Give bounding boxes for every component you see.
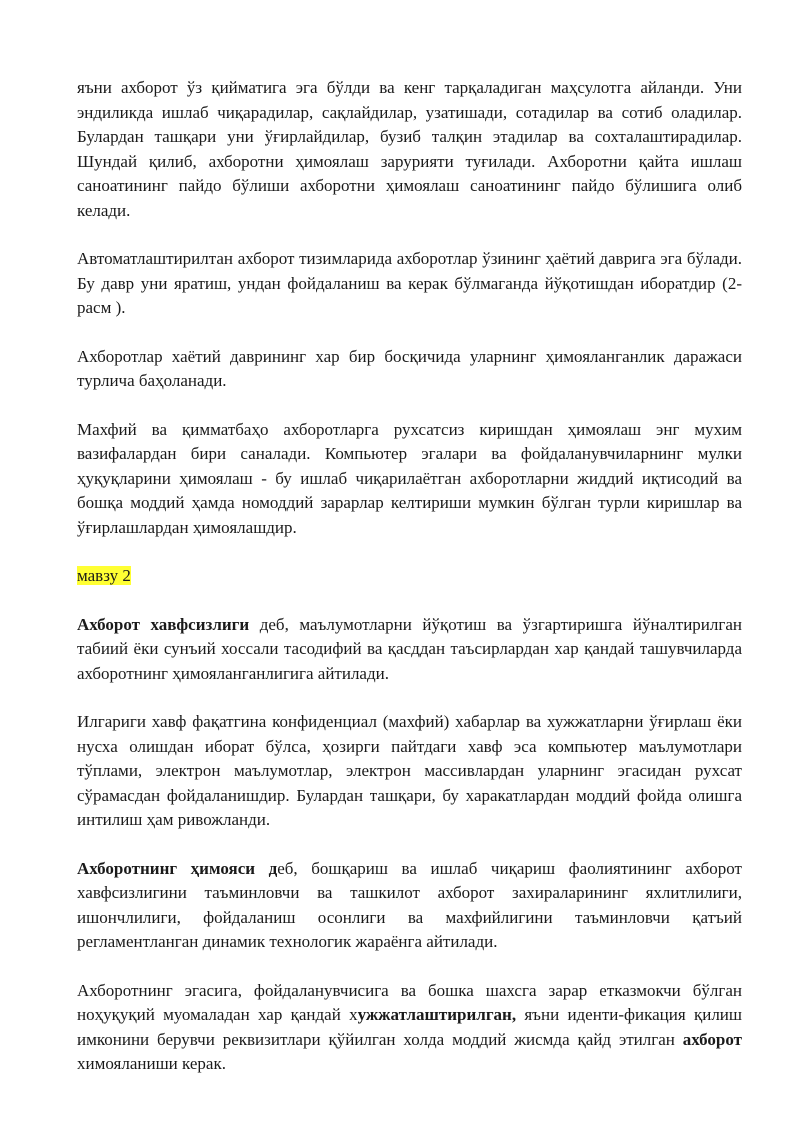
paragraph-8-text-a: Ахборотнинг эгасига, фойдаланувчисига ва бошка шахсга зарар етказмокчи бўлган ноҳуқуқий муомаладан хар қандай х — [77, 980, 742, 1024]
term-documented: ужжатлаштирилган, — [357, 1005, 517, 1024]
paragraph-4: Махфий ва қимматбаҳо ахборотларга рухсатсиз киришдан ҳимоялаш энг мухим вазифалардан бири саналади. Компьютер эгалари ва фойдаланувчиларнинг мулки ҳуқуқларини ҳимоялаш - бу ишлаб чиқарилаётган ахборотларни жиддий иқтисодий ва бошқа моддий ҳамда номоддий зарарлар келтириши мумкин бўлган турли киришлар ва ўғирлашлардан ҳимоялашдир. — [77, 419, 742, 537]
highlighted-topic-label: мавзу 2 — [77, 566, 131, 585]
paragraph-5-text: деб, маълумотларни йўқотиш ва ўзгартиришга йўналтирилган табиий ёки сунъий хоссали тасодифий ва қасддан таъсирлардан хар қандай ташувчиларда ахборотнинг ҳимояланганлигига айтилади. — [77, 614, 742, 683]
term-information-protection: Ахборотнинг ҳимояси д — [77, 858, 278, 878]
paragraph-6: Илгариги хавф фақатгина конфиденциал (махфий) хабарлар ва хужжатларни ўғирлаш ёки нусха олишдан иборат бўлса, ҳозирги пайтдаги хавф эса компьютер маълумотлари тўплами, электрон маълумотлар, электрон массивлардан уларнинг эгасидан рухсат сўрамасдан фойдаланишдир. Булардан ташқари, бу харакатлардан моддий фойда олишга интилиш ҳам ривожланди. — [77, 712, 742, 829]
paragraph-8 — [77, 979, 742, 1077]
topic-heading — [77, 564, 742, 589]
paragraph-8-text-b: яъни иденти-фикация қилиш имконини берувчи реквизитлари қўйилган холда моддий жисмда қайд этилган — [77, 1005, 742, 1049]
paragraph-7-text: еб, бошқариш ва ишлаб чиқариш фаолиятининг ахборот хавфсизлигини таъминловчи ва ташкилот ахборот захираларининг яхлитлилиги, ишончлилиги, фойдаланиш осонлиги ва махфийлигини таъминловчи қатъий регламентланган динамик технологик жараёнга айтилади. — [77, 858, 742, 951]
term-information: ахборот — [682, 1029, 742, 1049]
paragraph-2: Автоматлаштирилтан ахборот тизимларида ахборотлар ўзининг ҳаётий даврига эга бўлади. Бу давр уни яратиш, ундан фойдаланиш ва керак бўлмаганда йўқотишдан иборатдир (2-расм ). — [77, 249, 742, 317]
paragraph-3: Ахборотлар хаётий даврининг хар бир босқичида уларнинг ҳимояланганлик даражаси турлича баҳоланади. — [77, 346, 742, 390]
paragraph-7 — [77, 857, 742, 955]
term-information-security: Ахборот хавфсизлиги — [77, 614, 250, 634]
paragraph-1: яъни ахборот ўз қийматига эга бўлди ва кенг тарқаладиган маҳсулотга айланди. Уни эндиликда ишлаб чиқарадилар, сақлайдилар, узатишади, сотадилар ва сотиб оладилар. Булардан ташқари уни ўғирлайдилар, бузиб талқин этадилар ва сохталаштирадилар. Шундай қилиб, ахборотни ҳимоялаш зарурияти туғилади. Ахборотни қайта ишлаш саноатининг пайдо бўлиши ахборотни ҳимоялаш саноатининг пайдо бўлишига олиб келади. — [77, 78, 742, 220]
paragraph-5 — [77, 613, 742, 687]
paragraph-8-text-c: химояланиши керак. — [77, 1054, 226, 1073]
